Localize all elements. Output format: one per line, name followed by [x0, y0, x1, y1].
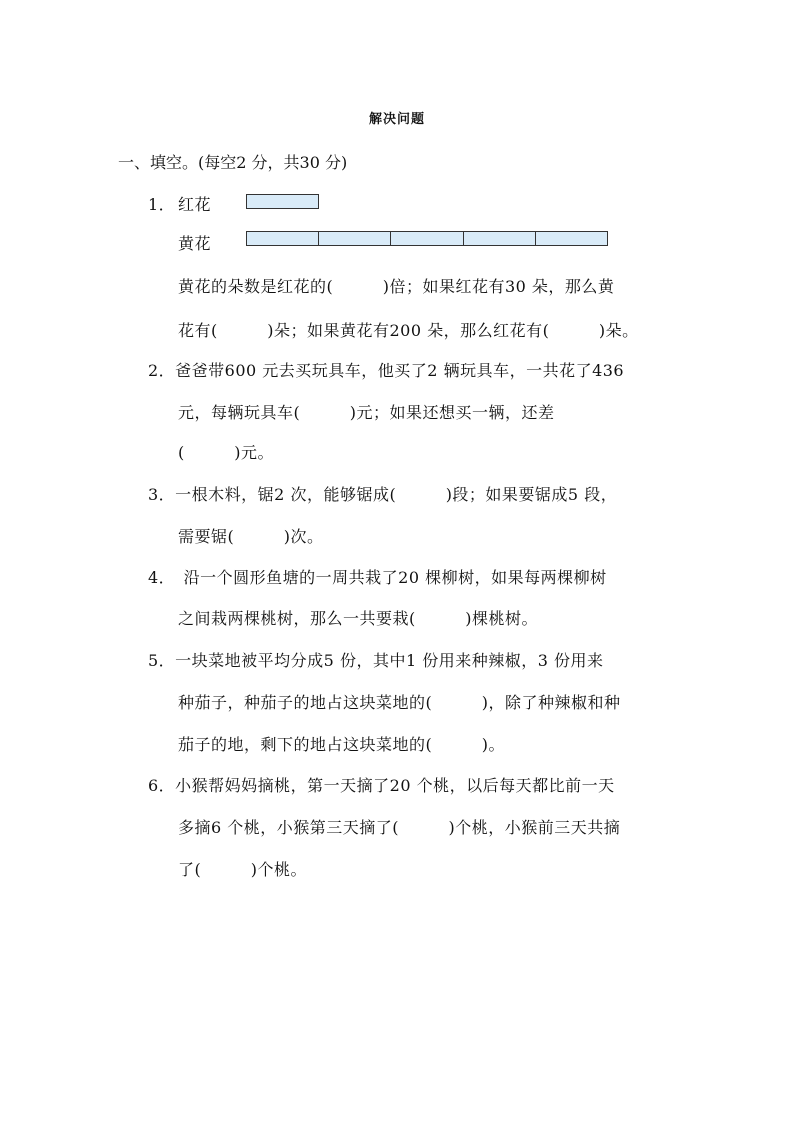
question-4-line-1: 4． 沿一个圆形鱼塘的一周共栽了20 棵柳树，如果每两棵柳树	[148, 568, 607, 587]
question-6-line-1: 6．小猴帮妈妈摘桃，第一天摘了20 个桃，以后每天都比前一天	[148, 776, 615, 795]
question-5-line-3: 茄子的地，剩下的地占这块菜地的( )。	[178, 735, 505, 754]
question-2-line-3: ( )元。	[178, 443, 274, 462]
question-5-line-2: 种茄子，种茄子的地占这块菜地的( )，除了种辣椒和种	[178, 693, 621, 712]
yellow-bar-segment	[319, 232, 391, 245]
question-5-line-1: 5．一块菜地被平均分成5 份，其中1 份用来种辣椒，3 份用来	[148, 651, 604, 670]
question-1-number: 1．	[148, 195, 176, 214]
yellow-bar-segment	[536, 232, 607, 245]
question-2-line-1: 2．爸爸带600 元去买玩具车，他买了2 辆玩具车，一共花了436	[148, 361, 625, 380]
question-2-line-2: 元，每辆玩具车( )元；如果还想买一辆，还差	[178, 403, 555, 422]
question-3-line-1: 3．一根木料，锯2 次，能够锯成( )段；如果要锯成5 段，	[148, 485, 618, 504]
question-3-line-2: 需要锯( )次。	[178, 527, 324, 546]
question-6-line-2: 多摘6 个桃，小猴第三天摘了( )个桃，小猴前三天共摘	[178, 818, 621, 837]
yellow-bar-segment	[247, 232, 319, 245]
yellow-bar-segment	[391, 232, 463, 245]
red-flower-bar	[246, 194, 319, 209]
yellow-flower-bar	[246, 231, 608, 246]
question-6-line-3: 了( )个桃。	[178, 860, 307, 879]
question-1-line-1: 黄花的朵数是红花的( )倍；如果红花有30 朵，那么黄	[178, 277, 615, 296]
section-heading: 一、填空。(每空2 分，共30 分)	[118, 153, 348, 172]
question-4-line-2: 之间栽两棵桃树，那么一共要栽( )棵桃树。	[178, 609, 538, 628]
page-title: 解决问题	[368, 112, 425, 127]
red-flower-label: 红花	[178, 195, 212, 214]
yellow-flower-label: 黄花	[178, 234, 212, 253]
question-1-line-2: 花有( )朵；如果黄花有200 朵，那么红花有( )朵。	[178, 321, 639, 340]
yellow-bar-segment	[464, 232, 536, 245]
